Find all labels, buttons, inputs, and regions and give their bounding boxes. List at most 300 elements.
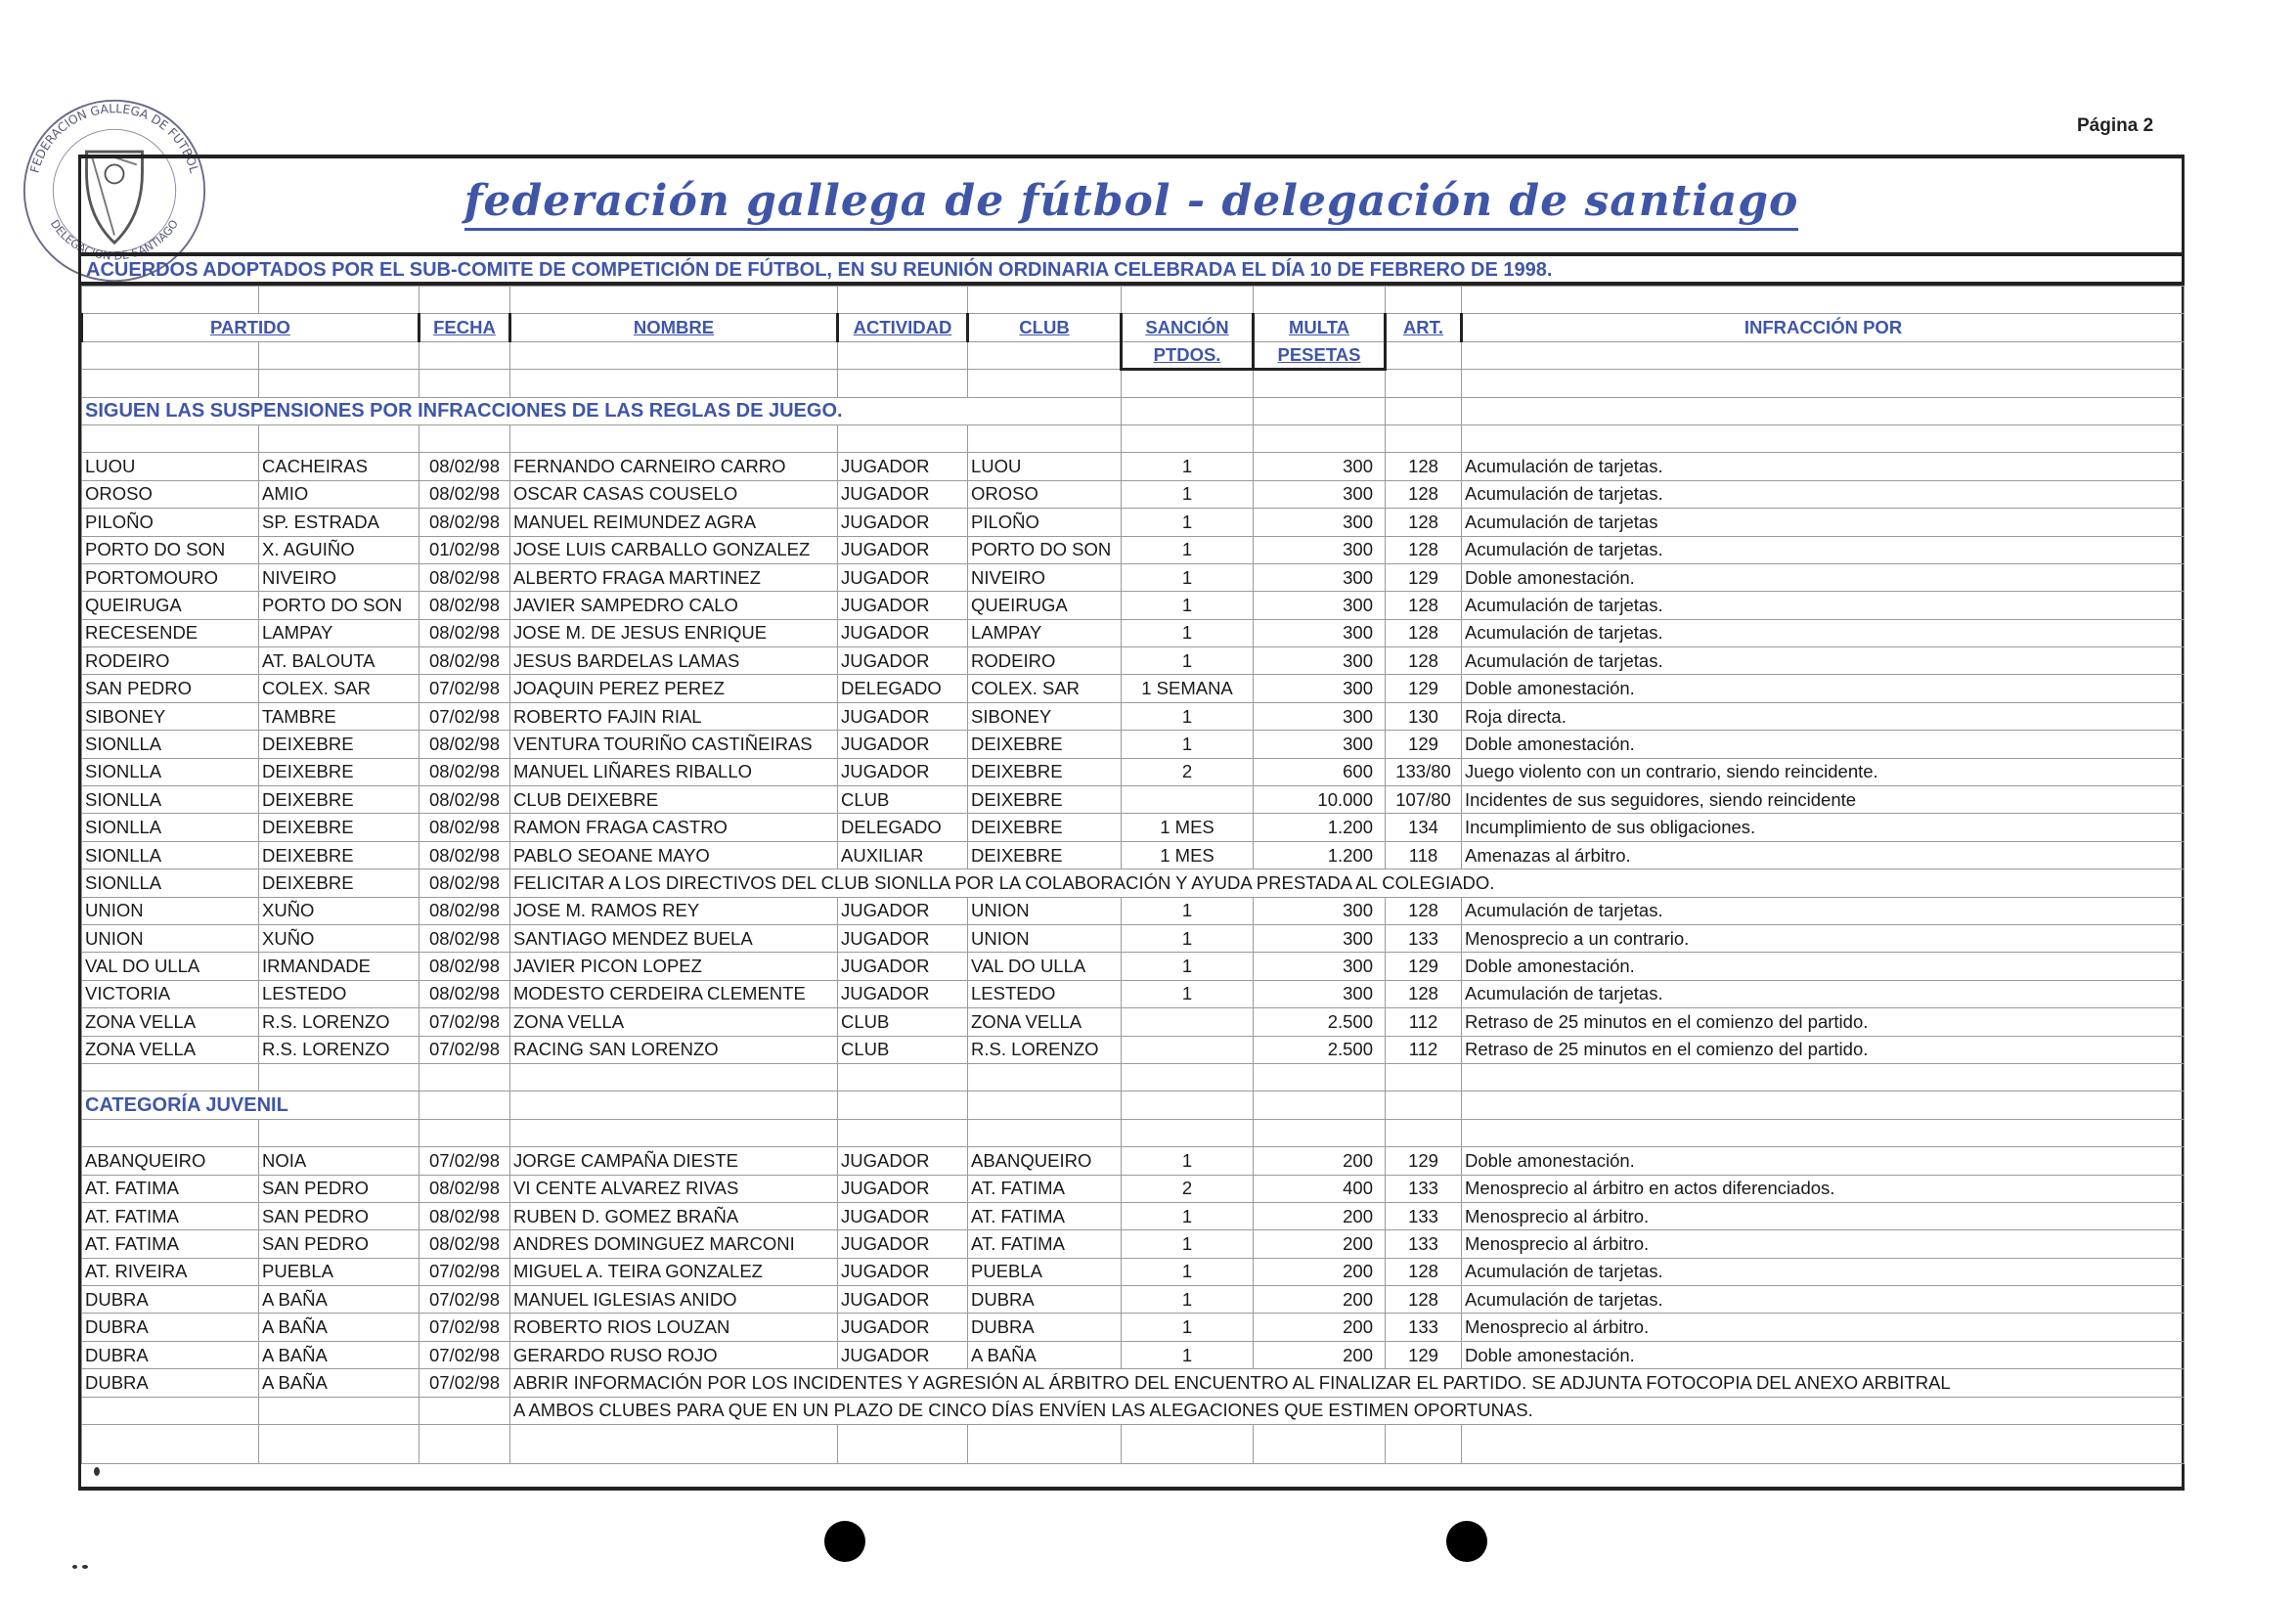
cell-infraccion-text: Retraso de 25 minutos en el comienzo del partido. — [1465, 1039, 1869, 1060]
empty-cell — [419, 1119, 510, 1146]
cell-nombre — [510, 647, 838, 675]
empty-cell — [1386, 1425, 1462, 1464]
cell-partido-local-text: PORTO DO SON — [85, 539, 226, 560]
cell-fecha — [419, 675, 510, 702]
cell-note — [510, 1369, 2185, 1397]
cell-club-text: DEIXEBRE — [971, 733, 1063, 754]
cell-nombre — [510, 702, 838, 730]
cell-nombre-text: RAMON FRAGA CASTRO — [513, 817, 728, 838]
table-row — [82, 1258, 2185, 1285]
cell-partido-local-text: LUOU — [85, 456, 136, 477]
cell-nombre-text: MANUEL IGLESIAS ANIDO — [513, 1288, 737, 1310]
cell-sancion — [1122, 647, 1254, 675]
cell-multa-text: 600 — [1343, 761, 1373, 782]
cell-partido-local — [82, 1369, 259, 1397]
cell-multa — [1254, 980, 1386, 1007]
cell-actividad — [838, 1175, 968, 1202]
cell-multa — [1254, 480, 1386, 508]
cell-nombre — [510, 1230, 838, 1258]
cell-partido-local-text: AT. FATIMA — [85, 1232, 179, 1254]
empty-cell — [510, 1119, 838, 1146]
cell-sancion — [1122, 897, 1254, 924]
cell-partido-local — [82, 592, 259, 619]
cell-actividad-text: JUGADOR — [841, 956, 930, 977]
cell-actividad-text: JUGADOR — [841, 483, 930, 505]
cell-infraccion — [1462, 1258, 2185, 1285]
cell-fecha — [419, 953, 510, 980]
cell-art — [1386, 563, 1462, 591]
empty-cell — [1122, 1119, 1254, 1146]
page-number: Página 2 — [2077, 115, 2154, 136]
cell-actividad — [838, 509, 968, 536]
cell-fecha-text: 08/02/98 — [428, 788, 500, 810]
cell-club-text: UNION — [971, 927, 1030, 949]
cell-club-text: A BAÑA — [971, 1344, 1037, 1365]
empty-cell — [1254, 397, 1386, 424]
cell-sancion-text: 1 SEMANA — [1141, 678, 1233, 699]
cell-art — [1386, 841, 1462, 869]
cell-fecha — [419, 786, 510, 814]
cell-partido-local-text: PILOÑO — [85, 511, 154, 532]
cell-infraccion-text: Acumulación de tarjetas. — [1465, 1261, 1663, 1282]
cell-club — [968, 1341, 1122, 1368]
cell-infraccion — [1462, 1147, 2185, 1175]
cell-partido-visitante-text: XUÑO — [262, 927, 315, 949]
cell-actividad — [838, 619, 968, 646]
empty-cell — [838, 424, 968, 452]
cell-sancion-text: 1 — [1181, 1149, 1193, 1171]
cell-actividad — [838, 731, 968, 758]
cell-multa — [1254, 509, 1386, 536]
cell-club — [968, 509, 1122, 536]
cell-sancion-text: 1 — [1181, 1261, 1193, 1282]
cell-partido-local — [82, 980, 259, 1007]
cell-actividad-text: JUGADOR — [841, 900, 930, 921]
cell-fecha-text: 08/02/98 — [428, 1205, 500, 1226]
cell-club — [968, 731, 1122, 758]
cell-partido-visitante — [259, 619, 419, 646]
header-multa-sub: PESETAS — [1254, 341, 1386, 369]
cell-multa-text: 300 — [1343, 594, 1373, 615]
cell-fecha-text: 08/02/98 — [428, 927, 500, 949]
header-row — [82, 314, 2185, 341]
cell-partido-visitante-text: DEIXEBRE — [262, 733, 354, 754]
cell-nombre-text: JAVIER PICON LOPEZ — [513, 956, 702, 977]
cell-fecha — [419, 1230, 510, 1258]
cell-partido-visitante — [259, 1147, 419, 1175]
cell-partido-local — [82, 619, 259, 646]
table-row — [82, 563, 2185, 591]
cell-actividad-text: JUGADOR — [841, 1344, 930, 1365]
empty-cell — [1254, 424, 1386, 452]
cell-art — [1386, 480, 1462, 508]
cell-nombre-text: JESUS BARDELAS LAMAS — [513, 649, 740, 671]
cell-actividad-text: JUGADOR — [841, 1149, 930, 1171]
cell-fecha — [419, 1286, 510, 1314]
cell-club — [968, 786, 1122, 814]
cell-fecha-text: 07/02/98 — [428, 1039, 500, 1060]
cell-nombre — [510, 731, 838, 758]
cell-partido-visitante — [259, 758, 419, 785]
cell-sancion — [1122, 1314, 1254, 1341]
cell-infraccion — [1462, 536, 2185, 563]
cell-infraccion-text: Doble amonestación. — [1465, 1149, 1635, 1171]
cell-infraccion-text: Menosprecio al árbitro en actos diferenciados. — [1465, 1178, 1835, 1199]
empty-cell — [1122, 1425, 1254, 1464]
cell-fecha-text: 08/02/98 — [428, 1232, 500, 1254]
cell-actividad-text: DELEGADO — [841, 678, 942, 699]
table-row — [82, 814, 2185, 841]
cell-sancion-text: 1 MES — [1160, 844, 1214, 866]
cell-actividad-text: JUGADOR — [841, 705, 930, 727]
cell-partido-visitante — [259, 814, 419, 841]
cell-partido-local-text: ZONA VELLA — [85, 1010, 197, 1032]
cell-sancion — [1122, 1286, 1254, 1314]
cell-multa-text: 200 — [1343, 1288, 1373, 1310]
cell-sancion — [1122, 453, 1254, 480]
cell-art — [1386, 953, 1462, 980]
table-row — [82, 480, 2185, 508]
cell-partido-local — [82, 953, 259, 980]
cell-partido-local — [82, 1036, 259, 1063]
section-title-text: SIGUEN LAS SUSPENSIONES POR INFRACCIONES DE LAS REGLAS DE JUEGO. — [85, 399, 843, 422]
cell-multa-text: 300 — [1343, 927, 1373, 949]
cell-infraccion — [1462, 1202, 2185, 1229]
cell-partido-local-text: UNION — [85, 900, 144, 921]
cell-art-text: 129 — [1408, 956, 1438, 977]
cell-partido-visitante-text: A BAÑA — [262, 1344, 328, 1365]
cell-actividad — [838, 924, 968, 952]
empty-cell — [838, 1092, 968, 1119]
cell-club — [968, 841, 1122, 869]
cell-fecha-text: 08/02/98 — [428, 649, 500, 671]
cell-infraccion-text: Acumulación de tarjetas. — [1465, 1288, 1663, 1310]
cell-art-text: 118 — [1408, 844, 1438, 866]
cell-infraccion-text: Menosprecio al árbitro. — [1465, 1232, 1650, 1254]
cell-partido-visitante-text: SAN PEDRO — [262, 1205, 369, 1226]
cell-fecha — [419, 702, 510, 730]
cell-sancion-text: 1 — [1181, 956, 1193, 977]
cell-infraccion — [1462, 897, 2185, 924]
cell-sancion — [1122, 509, 1254, 536]
cell-art-text: 128 — [1408, 900, 1438, 921]
cell-art — [1386, 897, 1462, 924]
cell-partido-local-text: DUBRA — [85, 1288, 149, 1310]
cell-multa — [1254, 1341, 1386, 1368]
cell-sancion — [1122, 786, 1254, 814]
cell-nombre-text: JOAQUIN PEREZ PEREZ — [513, 678, 725, 699]
cell-club-text: PUEBLA — [971, 1261, 1043, 1282]
cell-partido-visitante-text: DEIXEBRE — [262, 788, 354, 810]
cell-actividad-text: JUGADOR — [841, 566, 930, 588]
header-partido: PARTIDO — [82, 314, 419, 341]
cell-partido-visitante — [259, 897, 419, 924]
cell-art-text: 128 — [1408, 649, 1438, 671]
cell-club — [968, 647, 1122, 675]
cell-art — [1386, 924, 1462, 952]
cell-partido-visitante-text: A BAÑA — [262, 1371, 328, 1393]
cell-note — [510, 869, 2185, 897]
cell-infraccion — [1462, 731, 2185, 758]
cell-fecha-text: 08/02/98 — [428, 761, 500, 782]
cell-fecha — [419, 619, 510, 646]
cell-art-text: 133 — [1408, 1205, 1438, 1226]
empty-cell — [968, 1119, 1122, 1146]
cell-partido-local — [82, 453, 259, 480]
cell-partido-local-text: DUBRA — [85, 1371, 149, 1393]
cell-actividad-text: JUGADOR — [841, 983, 930, 1004]
cell-partido-visitante — [259, 1258, 419, 1285]
cell-art-text: 129 — [1408, 678, 1438, 699]
cell-infraccion-text: Menosprecio a un contrario. — [1465, 927, 1690, 949]
empty-cell — [1254, 370, 1386, 397]
cell-sancion — [1122, 1258, 1254, 1285]
cell-fecha-text: 07/02/98 — [428, 1288, 500, 1310]
cell-partido-visitante — [259, 675, 419, 702]
cell-actividad — [838, 786, 968, 814]
empty-cell — [259, 1119, 419, 1146]
punch-hole-left — [824, 1521, 865, 1562]
cell-partido-visitante — [259, 953, 419, 980]
cell-partido-local — [82, 536, 259, 563]
cell-fecha-text: 08/02/98 — [428, 566, 500, 588]
cell-multa — [1254, 1008, 1386, 1036]
cell-sancion-text: 1 — [1181, 900, 1193, 921]
cell-partido-visitante-text: R.S. LORENZO — [262, 1039, 390, 1060]
empty-cell — [838, 1425, 968, 1464]
cell-nombre-text: FERNANDO CARNEIRO CARRO — [513, 456, 786, 477]
table-row — [82, 758, 2185, 785]
cell-actividad — [838, 536, 968, 563]
cell-actividad-text: JUGADOR — [841, 622, 930, 644]
cell-multa-text: 10.000 — [1317, 788, 1373, 810]
empty-cell — [1254, 1119, 1386, 1146]
cell-fecha — [419, 480, 510, 508]
cell-art-text: 129 — [1408, 733, 1438, 754]
cell-partido-visitante-text: PORTO DO SON — [262, 594, 403, 615]
header-art: ART. — [1386, 314, 1462, 341]
table-row — [82, 1369, 2185, 1397]
cell-fecha — [419, 1008, 510, 1036]
cell-partido-local — [82, 480, 259, 508]
cell-actividad-text: JUGADOR — [841, 927, 930, 949]
cell-partido-local — [82, 758, 259, 785]
cell-club — [968, 1286, 1122, 1314]
empty-cell — [510, 370, 838, 397]
cell-partido-local-text: VAL DO ULLA — [85, 956, 200, 977]
cell-fecha-text: 01/02/98 — [428, 539, 500, 560]
table-row — [82, 869, 2185, 897]
cell-club-text: ABANQUEIRO — [971, 1149, 1092, 1171]
cell-actividad-text: JUGADOR — [841, 511, 930, 532]
cell-fecha — [419, 814, 510, 841]
empty-cell — [968, 1425, 1122, 1464]
cell-actividad — [838, 1230, 968, 1258]
cell-actividad — [838, 953, 968, 980]
cell-nombre-text: MODESTO CERDEIRA CLEMENTE — [513, 983, 806, 1004]
cell-partido-visitante — [259, 1369, 419, 1397]
cell-partido-local-text: ABANQUEIRO — [85, 1149, 206, 1171]
seal-text-bottom: DELEGACION DE SANTIAGO — [47, 217, 182, 263]
cell-fecha-text: 07/02/98 — [428, 1010, 500, 1032]
cell-infraccion-text: Acumulación de tarjetas. — [1465, 594, 1663, 615]
cell-infraccion — [1462, 1175, 2185, 1202]
cell-nombre-text: JOSE LUIS CARBALLO GONZALEZ — [513, 539, 811, 560]
cell-note-text: ABRIR INFORMACIÓN POR LOS INCIDENTES Y AGRESIÓN AL ÁRBITRO DEL ENCUENTRO AL FINALIZAR EL PARTIDO. SE ADJUNTA FOTOCOPIA DEL ANEXO ARBITRAL — [513, 1371, 1951, 1393]
cell-multa — [1254, 675, 1386, 702]
cell-actividad-text: JUGADOR — [841, 761, 930, 782]
cell-actividad — [838, 841, 968, 869]
cell-fecha — [419, 869, 510, 897]
cell-infraccion — [1462, 1008, 2185, 1036]
cell-sancion-text: 1 MES — [1160, 817, 1214, 838]
table-row — [82, 1175, 2185, 1202]
cell-nombre — [510, 453, 838, 480]
cell-actividad-text: AUXILIAR — [841, 844, 924, 866]
empty-cell — [968, 370, 1122, 397]
cell-partido-local — [82, 675, 259, 702]
cell-nombre — [510, 592, 838, 619]
cell-partido-visitante-text: SAN PEDRO — [262, 1178, 369, 1199]
cell-sancion — [1122, 1230, 1254, 1258]
cell-art-text: 112 — [1408, 1010, 1438, 1032]
cell-partido-visitante-text: A BAÑA — [262, 1316, 328, 1338]
spacer-row — [82, 287, 2185, 314]
cell-note-text: FELICITAR A LOS DIRECTIVOS DEL CLUB SIONLLA POR LA COLABORACIÓN Y AYUDA PRESTADA AL COLEGIADO. — [513, 871, 1495, 893]
cell-partido-visitante — [259, 1008, 419, 1036]
cell-fecha — [419, 1341, 510, 1368]
empty-cell — [838, 1063, 968, 1091]
cell-art — [1386, 453, 1462, 480]
cell-multa-text: 300 — [1343, 956, 1373, 977]
header-infraccion: INFRACCIÓN POR — [1462, 314, 2185, 341]
cell-partido-local — [82, 563, 259, 591]
cell-fecha-text: 08/02/98 — [428, 733, 500, 754]
cell-actividad — [838, 647, 968, 675]
cell-nombre-text: ROBERTO FAJIN RIAL — [513, 705, 702, 727]
cell-club-text: AT. FATIMA — [971, 1178, 1065, 1199]
cell-fecha-text: 08/02/98 — [428, 956, 500, 977]
table-row — [82, 675, 2185, 702]
cell-art — [1386, 1147, 1462, 1175]
cell-partido-visitante-text: DEIXEBRE — [262, 844, 354, 866]
cell-sancion — [1122, 758, 1254, 785]
cell-fecha — [419, 1258, 510, 1285]
cell-actividad — [838, 1258, 968, 1285]
empty-cell — [968, 1092, 1122, 1119]
cell-fecha — [419, 509, 510, 536]
cell-multa-text: 200 — [1343, 1205, 1373, 1226]
cell-club — [968, 592, 1122, 619]
cell-infraccion-text: Doble amonestación. — [1465, 956, 1635, 977]
cell-partido-local — [82, 509, 259, 536]
cell-sancion — [1122, 1036, 1254, 1063]
seal-text-top: FEDERACION GALLEGA DE FUTBOL — [27, 102, 201, 175]
empty-cell — [1122, 424, 1254, 452]
cell-partido-visitante — [259, 841, 419, 869]
cell-multa — [1254, 1314, 1386, 1341]
cell-art-text: 128 — [1408, 622, 1438, 644]
header-subrow — [82, 341, 2185, 369]
empty-cell — [510, 1063, 838, 1091]
cell-infraccion — [1462, 453, 2185, 480]
cell-multa-text: 300 — [1343, 733, 1373, 754]
cell-fecha — [419, 897, 510, 924]
cell-actividad-text: JUGADOR — [841, 1316, 930, 1338]
cell-actividad — [838, 1036, 968, 1063]
cell-fecha — [419, 731, 510, 758]
cell-infraccion — [1462, 619, 2185, 646]
cell-sancion-text: 1 — [1181, 594, 1193, 615]
empty-cell — [259, 1425, 419, 1464]
cell-art — [1386, 1036, 1462, 1063]
cell-note-text: A AMBOS CLUBES PARA QUE EN UN PLAZO DE CINCO DÍAS ENVÍEN LAS ALEGACIONES QUE ESTIMEN OPORTUNAS. — [513, 1400, 1533, 1421]
cell-actividad — [838, 563, 968, 591]
cell-actividad-text: JUGADOR — [841, 1288, 930, 1310]
cell-sancion — [1122, 702, 1254, 730]
cell-art-text: 133 — [1408, 1178, 1438, 1199]
cell-partido-visitante-text: IRMANDADE — [262, 956, 372, 977]
cell-multa — [1254, 1175, 1386, 1202]
cell-partido-local — [82, 1314, 259, 1341]
cell-art — [1386, 647, 1462, 675]
cell-fecha-text: 07/02/98 — [428, 1371, 500, 1393]
cell-sancion — [1122, 1341, 1254, 1368]
cell-nombre — [510, 758, 838, 785]
cell-fecha-text: 08/02/98 — [428, 622, 500, 644]
cell-sancion — [1122, 841, 1254, 869]
cell-partido-visitante — [259, 1341, 419, 1368]
scan-speck — [94, 1467, 100, 1476]
cell-infraccion — [1462, 1036, 2185, 1063]
cell-sancion-text: 2 — [1181, 1178, 1193, 1199]
cell-infraccion-text: Acumulación de tarjetas. — [1465, 456, 1663, 477]
cell-club — [968, 563, 1122, 591]
cell-multa-text: 300 — [1343, 900, 1373, 921]
section-title-text: CATEGORÍA JUVENIL — [85, 1093, 288, 1116]
cell-fecha-text: 08/02/98 — [428, 817, 500, 838]
cell-actividad — [838, 897, 968, 924]
cell-actividad — [838, 1314, 968, 1341]
cell-club-text: DEIXEBRE — [971, 788, 1063, 810]
empty-cell — [1122, 370, 1254, 397]
cell-actividad — [838, 1008, 968, 1036]
table-row — [82, 1397, 2185, 1424]
cell-multa — [1254, 786, 1386, 814]
cell-infraccion-text: Acumulación de tarjetas. — [1465, 483, 1663, 505]
cell-partido-local-text: SIONLLA — [85, 788, 162, 810]
cell-art — [1386, 675, 1462, 702]
cell-art-text: 107/80 — [1395, 788, 1451, 810]
table-row — [82, 953, 2185, 980]
cell-nombre — [510, 1202, 838, 1229]
cell-infraccion — [1462, 509, 2185, 536]
cell-art-text: 128 — [1408, 1261, 1438, 1282]
table-row — [82, 536, 2185, 563]
empty-cell — [1462, 1063, 2185, 1091]
cell-fecha — [419, 1397, 510, 1424]
empty-cell — [1386, 1119, 1462, 1146]
cell-nombre — [510, 675, 838, 702]
cell-fecha-text: 07/02/98 — [428, 705, 500, 727]
cell-actividad-text: JUGADOR — [841, 1205, 930, 1226]
cell-partido-visitante — [259, 509, 419, 536]
cell-partido-local-text: OROSO — [85, 483, 153, 505]
empty-cell — [419, 424, 510, 452]
cell-partido-visitante-text: LAMPAY — [262, 622, 333, 644]
cell-partido-local-text: SIONLLA — [85, 817, 162, 838]
cell-art-text: 112 — [1408, 1039, 1438, 1060]
